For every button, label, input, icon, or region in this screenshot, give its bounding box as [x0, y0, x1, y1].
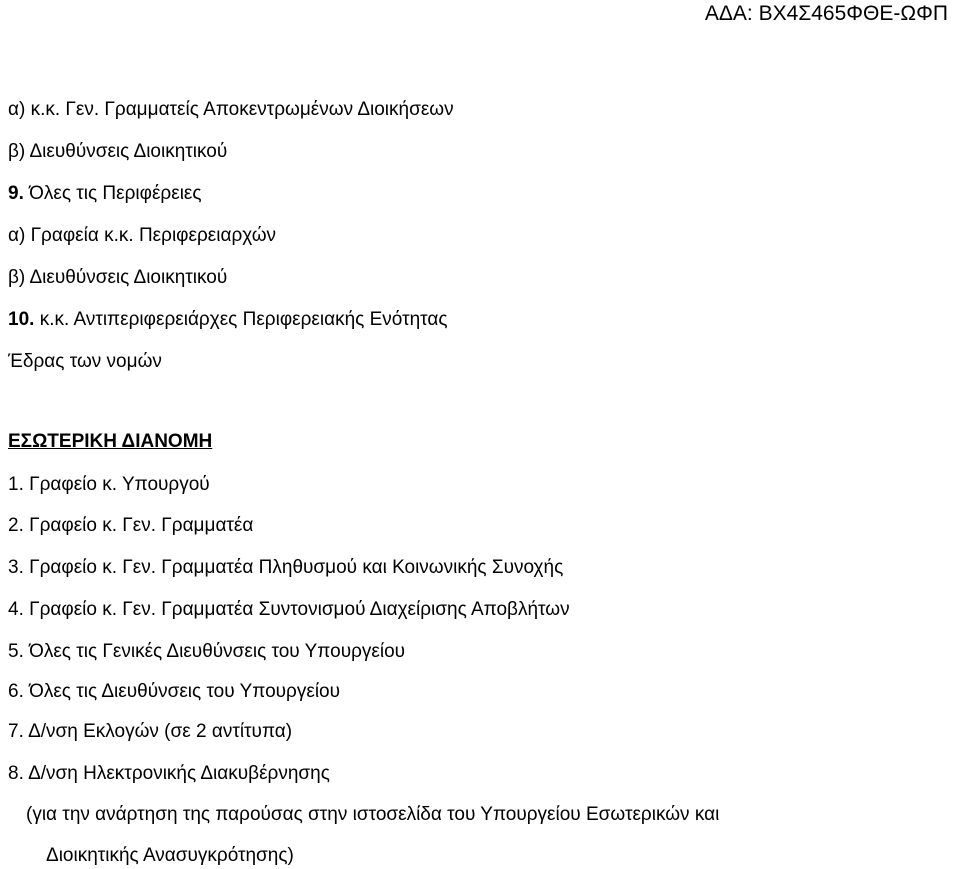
list-item: 3. Γραφείο κ. Γεν. Γραμματέα Πληθυσμού και Κοινωνικής Συνοχής — [8, 557, 564, 578]
item-number: 9. — [8, 183, 24, 204]
item-text: κ.κ. Αντιπεριφερειάρχες Περιφερειακής Ενότητας — [34, 309, 448, 330]
list-item: 4. Γραφείο κ. Γεν. Γραμματέα Συντονισμού Διαχείρισης Αποβλήτων — [8, 599, 570, 620]
recipient-line-6 — [8, 308, 448, 332]
item-number: 10. — [8, 309, 35, 330]
list-item: 1. Γραφείο κ. Υπουργού — [8, 474, 210, 495]
recipient-line-5: β) Διευθύνσεις Διοικητικού — [8, 267, 228, 288]
publication-note-line-2: Διοικητικής Ανασυγκρότησης) — [46, 845, 294, 866]
internal-distribution-heading: ΕΣΩΤΕΡΙΚΗ ΔΙΑΝΟΜΗ — [8, 431, 213, 452]
item-text: Όλες τις Περιφέρειες — [23, 183, 202, 204]
list-item: 2. Γραφείο κ. Γεν. Γραμματέα — [8, 515, 254, 536]
list-item: 5. Όλες τις Γενικές Διευθύνσεις του Υπουργείου — [8, 641, 406, 662]
recipient-line-4: α) Γραφεία κ.κ. Περιφερειαρχών — [8, 225, 277, 246]
recipient-line-1: α) κ.κ. Γεν. Γραμματείς Αποκεντρωμένων Διοικήσεων — [8, 99, 454, 120]
recipient-line-2: β) Διευθύνσεις Διοικητικού — [8, 141, 228, 162]
publication-note-line-1: (για την ανάρτηση της παρούσας στην ιστοσελίδα του Υπουργείου Εσωτερικών και — [26, 804, 720, 825]
list-item: 6. Όλες τις Διευθύνσεις του Υπουργείου — [8, 681, 340, 702]
recipient-line-3 — [8, 182, 202, 206]
ada-code: ΑΔΑ: ΒΧ4Σ465ΦΘΕ-ΩΦΠ — [704, 2, 948, 25]
recipient-line-7: Έδρας των νομών — [8, 351, 162, 372]
list-item: 8. Δ/νση Ηλεκτρονικής Διακυβέρνησης — [8, 763, 330, 784]
list-item: 7. Δ/νση Εκλογών (σε 2 αντίτυπα) — [8, 721, 293, 742]
